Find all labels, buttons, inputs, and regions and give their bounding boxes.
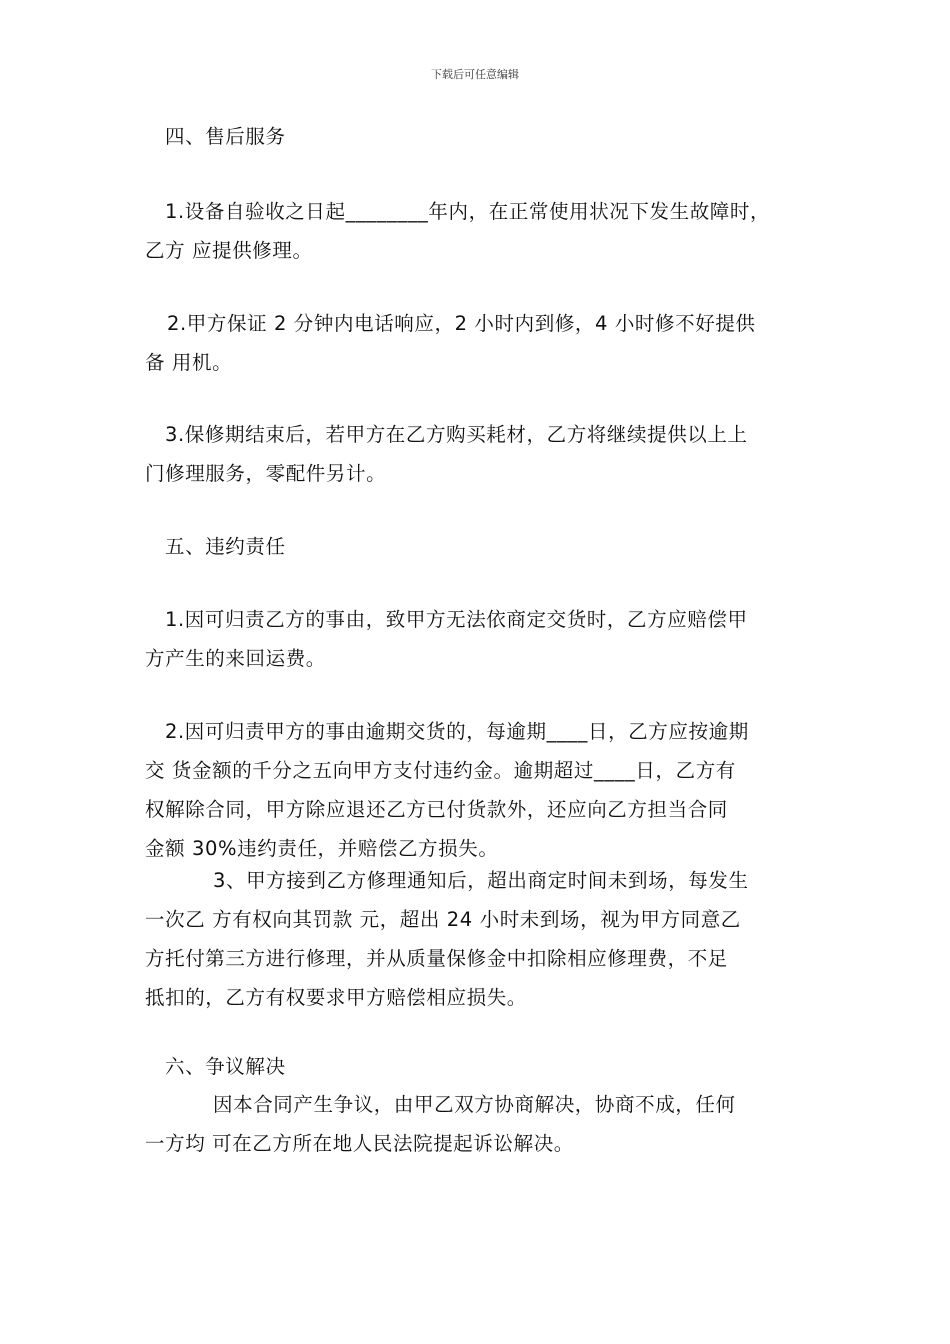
dispute-item-1 (145, 1085, 815, 1163)
paragraph-line: 一次乙 方有权向其罚款 元，超出 24 小时未到场，视为甲方同意乙 (145, 908, 741, 931)
paragraph-line: 门修理服务，零配件另计。 (145, 462, 387, 485)
paragraph-line: 交 货金额的千分之五向甲方支付违约金。逾期超过____日，乙方有 (145, 759, 736, 782)
section-title-breach (145, 527, 815, 566)
paragraph-line: 方托付第三方进行修理，并从质量保修金中扣除相应修理费，不足 (145, 947, 728, 970)
breach-item-3 (145, 861, 815, 1017)
paragraph-line: 2.因可归责甲方的事由逾期交货的，每逾期____日，乙方应按逾期 (165, 720, 749, 743)
paragraph-line: 2.甲方保证 2 分钟内电话响应，2 小时内到修，4 小时修不好提供 (167, 312, 756, 335)
paragraph-line: 3、甲方接到乙方修理通知后，超出商定时间未到场，每发生 (213, 869, 749, 892)
paragraph-line: 方产生的来回运费。 (145, 647, 326, 670)
paragraph-line: 备 用机。 (145, 351, 233, 374)
section-title-after-sales (145, 117, 815, 156)
paragraph-line: 因本合同产生争议，由甲乙双方协商解决，协商不成，任何 (213, 1093, 736, 1116)
paragraph-line: 1.设备自验收之日起________年内，在正常使用状况下发生故障时， (165, 200, 771, 223)
header-note: 下载后可任意编辑 (431, 68, 519, 81)
paragraph-line: 权解除合同，甲方除应退还乙方已付货款外，还应向乙方担当合同 (145, 798, 728, 821)
paragraph-line: 乙方 应提供修理。 (145, 239, 313, 262)
paragraph-line: 抵扣的，乙方有权要求甲方赔偿相应损失。 (145, 986, 527, 1009)
section-title: 四、售后服务 (165, 125, 286, 148)
paragraph-line: 3.保修期结束后，若甲方在乙方购买耗材，乙方将继续提供以上上 (165, 423, 748, 446)
breach-item-2 (145, 712, 815, 868)
breach-item-1 (145, 600, 815, 678)
section-title-dispute (145, 1047, 815, 1086)
section-title: 六、争议解决 (165, 1055, 286, 1078)
section-title: 五、违约责任 (165, 535, 286, 558)
paragraph-line: 1.因可归责乙方的事由，致甲方无法依商定交货时，乙方应赔偿甲 (165, 608, 748, 631)
after-sales-item-1 (145, 192, 815, 270)
after-sales-item-3 (145, 415, 815, 493)
after-sales-item-2 (145, 304, 815, 382)
paragraph-line: 一方均 可在乙方所在地人民法院提起诉讼解决。 (145, 1132, 574, 1155)
paragraph-line: 金额 30%违约责任，并赔偿乙方损失。 (145, 837, 499, 860)
